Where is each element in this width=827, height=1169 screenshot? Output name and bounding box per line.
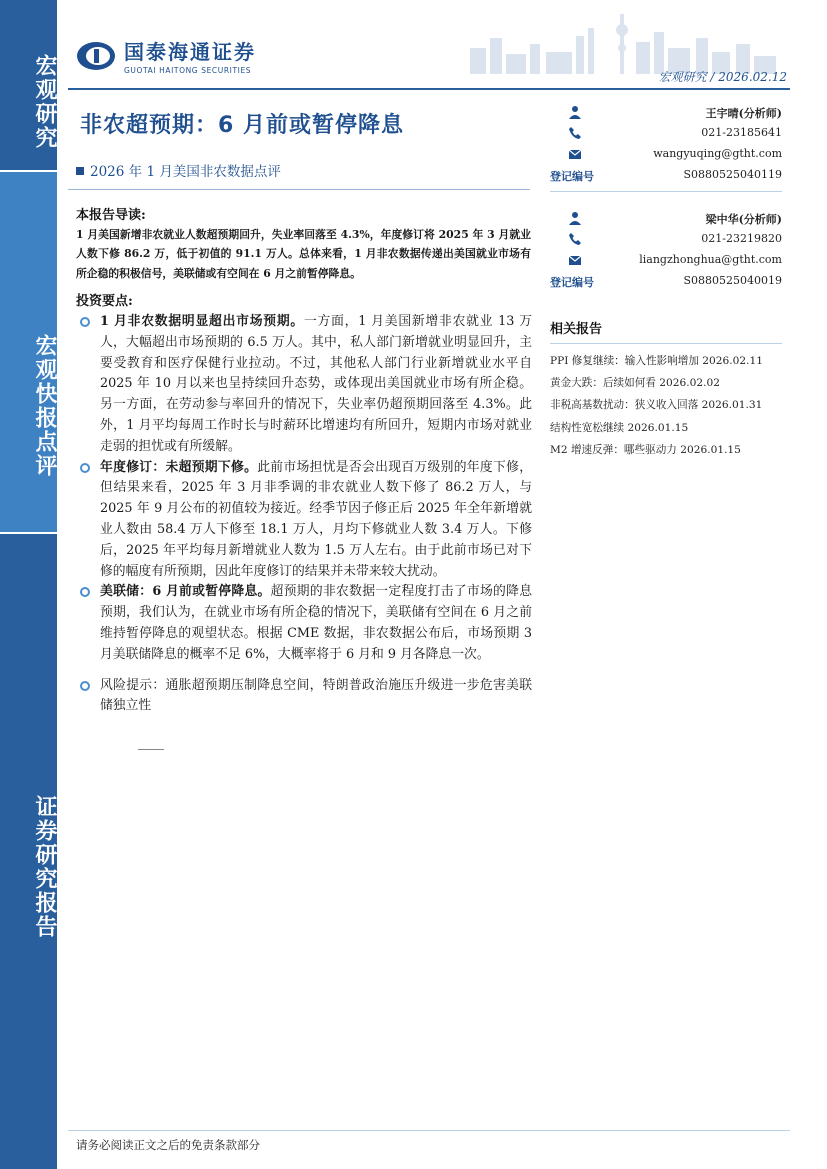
report-title: 非农超预期：6 月前或暂停降息 [80, 113, 404, 138]
analyst-name: 王宇晴(分析师) [705, 107, 782, 120]
point-body: 此前市场担忧是否会出现百万级别的年度下修，但结果来看，2025 年 3 月非季调的非农就业人数下修了 86.2 万人，与 2025 年 9 月公布的初值较为接近。经季节因子修正后 2025 年全年新增就业人数由 58.4 万人下修至 18.1 万人，月均下修就业人数 3.4 万人。下修后，2025 年平均每月新增就业人数为 1.5 万人左右。由于此前市场已对下修的幅度有所预期，因此年度修订的结果并未带来较大扰动。 [100, 459, 533, 579]
risk-text: 风险提示：通胀超预期压制降息空间，特朗普政治施压升级进一步危害美联储独立性 [100, 677, 532, 714]
analyst-phone: 021-23219820 [701, 232, 782, 245]
point-head: 美联储：6 月前或暂停降息。 [100, 584, 271, 600]
point-body: 一方面，1 月美国新增非农就业 13 万人，大幅超出市场预期的 6.5 万人。其中，私人部门新增就业明显回升，主要受教育和医疗保健行业拉动。不过，其他私人部门行业新增就业水平自 2025 年 10 月以来也呈持续回升态势，或体现出美国就业市场有所企稳。另一方面，在劳动参与率回升的情况下，失业率仍超预期回落至 4.3%。此外，1 月平均每周工作时长与时薪环比增速均有所回升，短期内市场对就业走弱的担忧或有所缓解。 [100, 314, 532, 454]
subtitle-text: 2026 年 1 月美国非农数据点评 [90, 164, 281, 180]
subtitle-divider [68, 189, 530, 190]
registration-number: S0880525040019 [683, 274, 782, 287]
sidebar-report-kind: 证券研究报告 [0, 534, 57, 1169]
related-report-link[interactable]: M2 增速反弹：哪些驱动力 2026.01.15 [550, 443, 741, 456]
phone-icon [568, 232, 582, 246]
analyst-phone: 021-23185641 [701, 126, 782, 139]
related-report-link[interactable]: 非税高基数扰动：狭义收入回落 2026.01.31 [550, 399, 763, 412]
analyst-card-1 [550, 102, 782, 186]
disclaimer-note: 请务必阅读正文之后的免责条款部分 [76, 1138, 260, 1152]
list-item [76, 312, 532, 458]
related-reports [550, 318, 782, 461]
square-bullet-icon [76, 167, 84, 175]
lead-heading: 本报告导读: [76, 208, 146, 223]
city-skyline-decoration [450, 8, 780, 74]
related-report-link[interactable]: PPI 修复继续：输入性影响增加 2026.02.11 [550, 355, 763, 367]
lead-summary: 1 月美国新增非农就业人数超预期回升，失业率回落至 4.3%，年度修订将 2025 年 3 月就业人数下修 86.2 万，低于初值的 91.1 万人。总体来看，1 月非农数据传递出美国就业市场有所企稳的积极信号，美联储或有空间在 6 月之前暂停降息。 [76, 228, 531, 280]
analyst-person-icon [568, 211, 582, 225]
list-item [76, 458, 532, 583]
point-head: 年度修订：未超预期下修。 [100, 459, 258, 475]
logo-name-cn: 国泰海通证券 [124, 40, 256, 64]
analyst-divider [550, 191, 782, 192]
logo-name-en: GUOTAI HAITONG SECURITIES [124, 66, 252, 75]
list-item [76, 582, 532, 665]
end-mark [138, 749, 164, 750]
bullet-icon [80, 587, 90, 597]
related-heading: 相关报告 [550, 318, 782, 344]
related-report-link[interactable]: 结构性宽松继续 2026.01.15 [550, 421, 689, 434]
header-divider [68, 88, 790, 90]
phone-icon [568, 126, 582, 140]
company-logo [76, 36, 256, 75]
report-subtitle [76, 160, 281, 180]
related-report-link[interactable]: 黄金大跌：后续如何看 2026.02.02 [550, 377, 720, 390]
investment-points [76, 312, 532, 717]
report-category-date: 宏观研究 / 2026.02.12 [658, 70, 787, 84]
footer-divider [68, 1130, 790, 1131]
sidebar [0, 0, 57, 1169]
logo-mark-icon [76, 41, 116, 71]
analyst-email[interactable]: liangzhonghua@gtht.com [639, 253, 782, 266]
registration-label: 登记编号 [550, 170, 594, 183]
bullet-icon [80, 681, 90, 691]
point-body: 超预期的非农数据一定程度打击了市场的降息预期，我们认为，在就业市场有所企稳的情况下，美联储有空间在 6 月之前维持暂停降息的观望状态。根据 CME 数据，非农数据公布后，市场预期 3 月美联储降息的概率不足 6%，大概率将于 6 月和 9 月各降息一次。 [100, 584, 533, 662]
sidebar-report-type: 宏观快报点评 [0, 172, 57, 532]
analyst-person-icon [568, 105, 582, 119]
analyst-card-2 [550, 208, 782, 292]
email-icon [568, 253, 582, 267]
points-heading: 投资要点: [76, 294, 133, 309]
registration-number: S0880525040119 [683, 168, 782, 181]
bullet-icon [80, 463, 90, 473]
bullet-icon [80, 317, 90, 327]
email-icon [568, 147, 582, 161]
point-head: 1 月非农数据明显超出市场预期。 [100, 314, 304, 329]
analyst-email[interactable]: wangyuqing@gtht.com [653, 147, 782, 160]
risk-warning [76, 676, 532, 718]
analyst-name: 梁中华(分析师) [705, 213, 782, 226]
sidebar-category: 宏观研究 [0, 0, 57, 170]
registration-label: 登记编号 [550, 276, 594, 289]
